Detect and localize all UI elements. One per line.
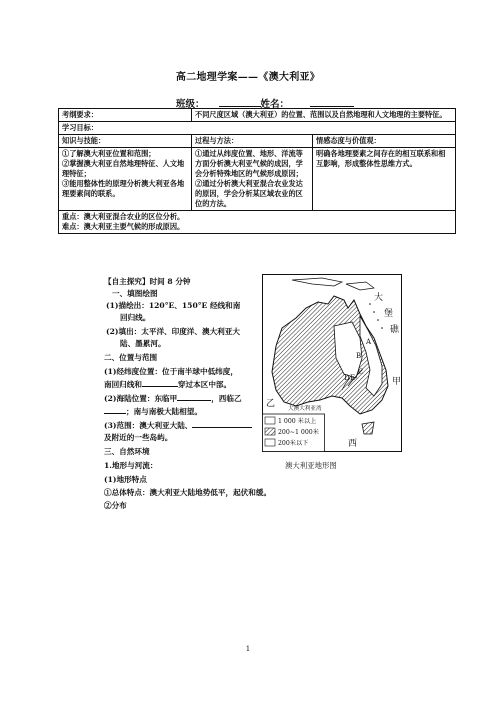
name-prefix: _ — [289, 99, 294, 110]
s3-item1: 1.地形与河流： — [104, 461, 158, 470]
legend-item: 1 000 米以上 — [278, 418, 317, 425]
difficulty-point: 难点：澳大利亚主要气候的形成原因。 — [62, 222, 185, 231]
blank-lat-line[interactable] — [142, 378, 178, 387]
map-label-xi: 西 — [348, 439, 358, 449]
map-label-jia: 甲 — [392, 377, 402, 387]
syllabus-label: 考纲要求： — [59, 109, 192, 122]
australia-terrain-map — [262, 274, 402, 452]
s2-item2-a-pre: (2)海陆位置：东临甲 — [104, 394, 178, 403]
map-label-b: B — [356, 352, 362, 360]
col1-item: ③能用整体性的原理分析澳大利亚各地理要素间的联系。 — [62, 179, 185, 198]
col3-body: 明确各地理要素之间存在的相互联系和相互影响，形成整体性思维方式。 — [313, 148, 456, 211]
page-number: 1 — [245, 645, 251, 653]
s2-item2-a — [104, 392, 242, 404]
blank-east-ocean[interactable] — [177, 392, 211, 401]
s1-item2-b: 陆、墨累河。 — [120, 339, 166, 348]
key-point: 重点：澳大利亚混合农业的区位分析。 — [62, 212, 185, 221]
s2-item3-a — [104, 419, 252, 431]
map-caption: 澳大利亚地形图 — [285, 461, 337, 470]
s1-item1-a: (1)描绘出：120°E、150°E 经线和南 — [106, 301, 241, 310]
col2-item: ①通过从纬度位置、地形、洋流等方面分析澳大利亚气候的成因，学会分析特殊地区的气候形成原因； — [195, 149, 303, 178]
map-label-bao: 堡 — [384, 309, 394, 319]
page-title: 高二地理学案——《澳大利亚》 — [175, 72, 321, 83]
map-label-e: E — [350, 374, 356, 382]
blank-west-ocean[interactable] — [104, 405, 126, 414]
name-blank[interactable] — [310, 97, 354, 107]
s3-item1-1: (1)地形特点 — [104, 475, 147, 484]
map-label-da: 大 — [374, 293, 384, 303]
col1-item: ②掌握澳大利亚自然地理特征、人文地理特征； — [62, 159, 185, 178]
legend-item: 200~1 000米 — [278, 429, 319, 436]
s2-item1-a: (1)经纬度位置：位于南半球中低纬度， — [104, 367, 238, 376]
s2-item2-b-post: ；南与南极大陆相望。 — [126, 407, 202, 416]
section-3-title: 三、自然环境 — [104, 447, 150, 456]
s2-item1-b-pre: 南回归线和 — [104, 380, 142, 389]
col2-head: 过程与方法： — [192, 135, 313, 148]
key-difficulty-cell — [59, 211, 456, 234]
s2-item2-a-post: ，西临乙 — [211, 394, 242, 403]
section-1-title: 一、填图绘图 — [112, 289, 158, 298]
s2-item1-b-post: 穿过本区中部。 — [177, 380, 232, 389]
class-label: 班级： — [176, 99, 205, 110]
section-2-title: 二、位置与范围 — [104, 353, 158, 362]
s1-item1-b: 回归线。 — [120, 313, 151, 322]
map-inner-label: 大澳大利亚湾 — [288, 406, 322, 412]
syllabus-text: 不同尺度区域（澳大利亚）的位置、范围以及自然地理和人文地理的主要特征。 — [192, 109, 456, 122]
goals-label: 学习目标： — [59, 122, 456, 135]
col2-body — [192, 148, 313, 211]
objectives-table — [58, 108, 456, 234]
col1-head: 知识与技能： — [59, 135, 192, 148]
map-label-yi: 乙 — [266, 399, 276, 409]
s2-item3-a-text: (3)范围：澳大利亚大陆、 — [104, 421, 193, 430]
s3-item1-2: ①总体特点：澳大利亚大陆地势低平，起伏和缓。 — [104, 488, 272, 497]
col1-item: ①了解澳大利亚位置和范围； — [62, 149, 156, 158]
col2-item: ②通过分析澳大利亚混合农业发达的原因，学会分析某区域农业的区位的方法。 — [195, 179, 303, 208]
s2-item1-b — [104, 378, 231, 390]
map-label-d: D — [344, 374, 350, 382]
class-blank[interactable] — [219, 97, 261, 107]
map-label-c: C — [358, 368, 364, 376]
s1-item2-a: (2)填出：太平洋、印度洋、澳大利亚大 — [106, 327, 240, 336]
col1-body — [59, 148, 192, 211]
name-label: 姓名： — [260, 99, 290, 110]
blank-islands[interactable] — [192, 419, 252, 428]
map-label-jiao: 礁 — [390, 325, 400, 335]
s2-item3-b: 及附近的一些岛屿。 — [104, 433, 173, 442]
map-label-a: A — [366, 338, 372, 346]
explore-heading: 【自主探究】时间 8 分钟 — [104, 277, 191, 286]
legend-item: 200米以下 — [278, 440, 309, 447]
s2-item2-b — [104, 405, 202, 417]
s3-item1-3: ②分布 — [104, 501, 127, 510]
col3-head: 情感态度与价值观： — [313, 135, 456, 148]
